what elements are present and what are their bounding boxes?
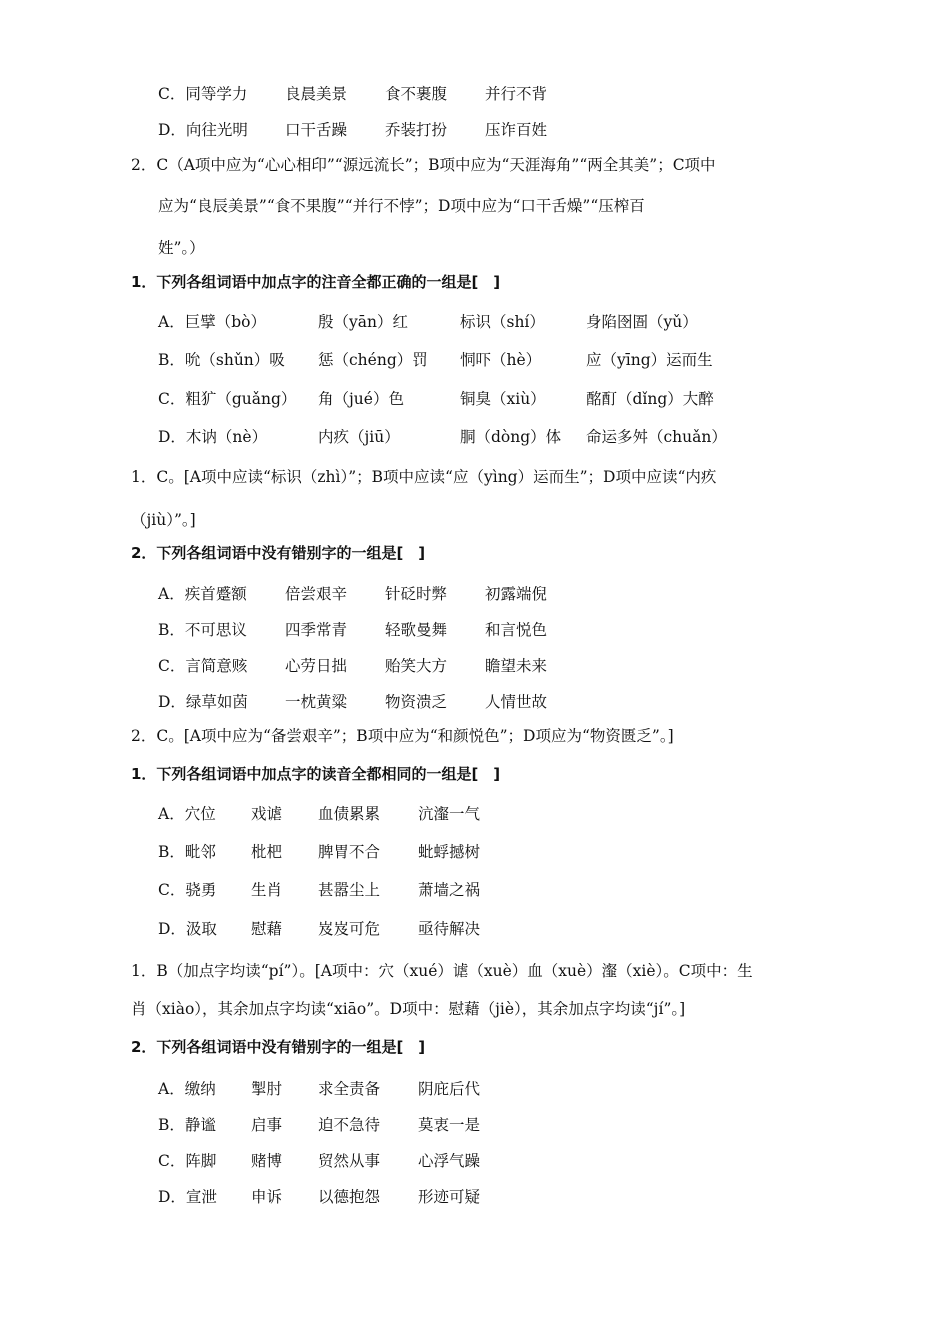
option-word: 形迹可疑	[418, 1188, 481, 1206]
option-word: 轻歌曼舞	[385, 621, 448, 639]
option-word: 瞻望未来	[485, 657, 548, 675]
option-label: D．汲取	[158, 920, 217, 938]
option-word: 殷（yān）红	[318, 313, 408, 331]
option-word: 掣肘	[251, 1080, 283, 1098]
option-label: D．绿草如茵	[158, 693, 248, 711]
option-word: 良晨美景	[285, 85, 348, 103]
option-word: 一枕黄粱	[285, 693, 348, 711]
option-word: 初露端倪	[485, 585, 548, 603]
option-label: C．言简意赅	[158, 657, 248, 675]
option-word: 贻笑大方	[385, 657, 448, 675]
question-title: 1．下列各组词语中加点字的注音全都正确的一组是[ ]	[131, 273, 501, 291]
option-label: A．巨擘（bò）	[158, 313, 266, 331]
option-word: 胴（dòng）体	[460, 428, 562, 446]
option-word: 脾胃不合	[318, 843, 381, 861]
question-title: 1．下列各组词语中加点字的读音全都相同的一组是[ ]	[131, 765, 501, 783]
option-word: 迫不急待	[318, 1116, 381, 1134]
option-word: 血债累累	[318, 805, 381, 823]
option-word: 酩酊（dǐng）大醉	[586, 390, 714, 408]
option-word: 阴庇后代	[418, 1080, 481, 1098]
answer-text: 2．C。[A项中应为“备尝艰辛”；B项中应为“和颜悦色”；D项应为“物资匮乏”。]	[131, 727, 674, 745]
answer-text: 姓”。）	[158, 239, 205, 257]
option-word: 枇杷	[251, 843, 283, 861]
option-word: 亟待解决	[418, 920, 481, 938]
option-word: 岌岌可危	[318, 920, 381, 938]
option-word: 恫吓（hè）	[460, 351, 542, 369]
option-label: A．穴位	[158, 805, 216, 823]
option-word: 惩（chéng）罚	[318, 351, 428, 369]
question-title: 2．下列各组词语中没有错别字的一组是[ ]	[131, 544, 426, 562]
option-word: 和言悦色	[485, 621, 548, 639]
option-word: 乔装打扮	[385, 121, 448, 139]
option-label: D．宣泄	[158, 1188, 217, 1206]
question-title: 2．下列各组词语中没有错别字的一组是[ ]	[131, 1038, 426, 1056]
option-word: 以德抱怨	[318, 1188, 381, 1206]
answer-text: 1．B（加点字均读“pí”）。[A项中：穴（xué）谑（xuè）血（xuè）瀣（xiè）。C项中：生	[131, 962, 753, 980]
option-word: 心浮气躁	[418, 1152, 481, 1170]
option-word: 赌博	[251, 1152, 283, 1170]
option-word: 口干舌躁	[285, 121, 348, 139]
option-word: 贸然从事	[318, 1152, 381, 1170]
option-word: 倍尝艰辛	[285, 585, 348, 603]
option-label: D．木讷（nè）	[158, 428, 268, 446]
answer-text: （jiù）”。]	[131, 511, 196, 529]
option-word: 铜臭（xiù）	[460, 390, 546, 408]
option-word: 戏谑	[251, 805, 283, 823]
option-word: 心劳日拙	[285, 657, 348, 675]
option-word: 标识（shí）	[460, 313, 545, 331]
option-word: 命运多舛（chuǎn）	[586, 428, 727, 446]
option-word: 食不裹腹	[385, 85, 448, 103]
option-label: B．毗邻	[158, 843, 216, 861]
option-word: 甚嚣尘上	[318, 881, 381, 899]
option-word: 内疚（jiū）	[318, 428, 400, 446]
answer-text: 2．C（A项中应为“心心相印”“源远流长”；B项中应为“天涯海角”“两全其美”；C项中	[131, 156, 716, 174]
answer-text: 1．C。[A项中应读“标识（zhì）”；B项中应读“应（yìng）运而生”；D项中应读“内疚	[131, 468, 717, 486]
option-word: 生肖	[251, 881, 283, 899]
option-label: A．缴纳	[158, 1080, 216, 1098]
option-label: C．同等学力	[158, 85, 248, 103]
answer-text: 肖（xiào），其余加点字均读“xiāo”。D项中：慰藉（jiè），其余加点字均读“jí”。]	[131, 1000, 686, 1018]
option-word: 四季常青	[285, 621, 348, 639]
option-label: B．吮（shǔn）吸	[158, 351, 285, 369]
option-word: 压诈百姓	[485, 121, 548, 139]
option-word: 莫衷一是	[418, 1116, 481, 1134]
option-label: D．向往光明	[158, 121, 248, 139]
option-label: A．疾首蹙额	[158, 585, 247, 603]
option-word: 蚍蜉撼树	[418, 843, 481, 861]
option-label: B．静谧	[158, 1116, 216, 1134]
option-label: B．不可思议	[158, 621, 247, 639]
option-word: 并行不背	[485, 85, 548, 103]
option-word: 角（jué）色	[318, 390, 404, 408]
option-word: 人情世故	[485, 693, 548, 711]
option-label: C．阵脚	[158, 1152, 217, 1170]
option-word: 物资溃乏	[385, 693, 448, 711]
option-word: 针砭时弊	[385, 585, 448, 603]
option-word: 申诉	[251, 1188, 283, 1206]
option-word: 身陷囹圄（yǔ）	[586, 313, 698, 331]
option-word: 沆瀣一气	[418, 805, 481, 823]
option-label: C．骁勇	[158, 881, 217, 899]
answer-text: 应为“良辰美景”“食不果腹”“并行不悖”；D项中应为“口干舌燥”“压榨百	[158, 197, 645, 215]
option-word: 求全责备	[318, 1080, 381, 1098]
option-word: 应（yīng）运而生	[586, 351, 713, 369]
option-word: 慰藉	[251, 920, 283, 938]
option-label: C．粗犷（guǎng）	[158, 390, 297, 408]
option-word: 萧墙之祸	[418, 881, 481, 899]
option-word: 启事	[251, 1116, 283, 1134]
